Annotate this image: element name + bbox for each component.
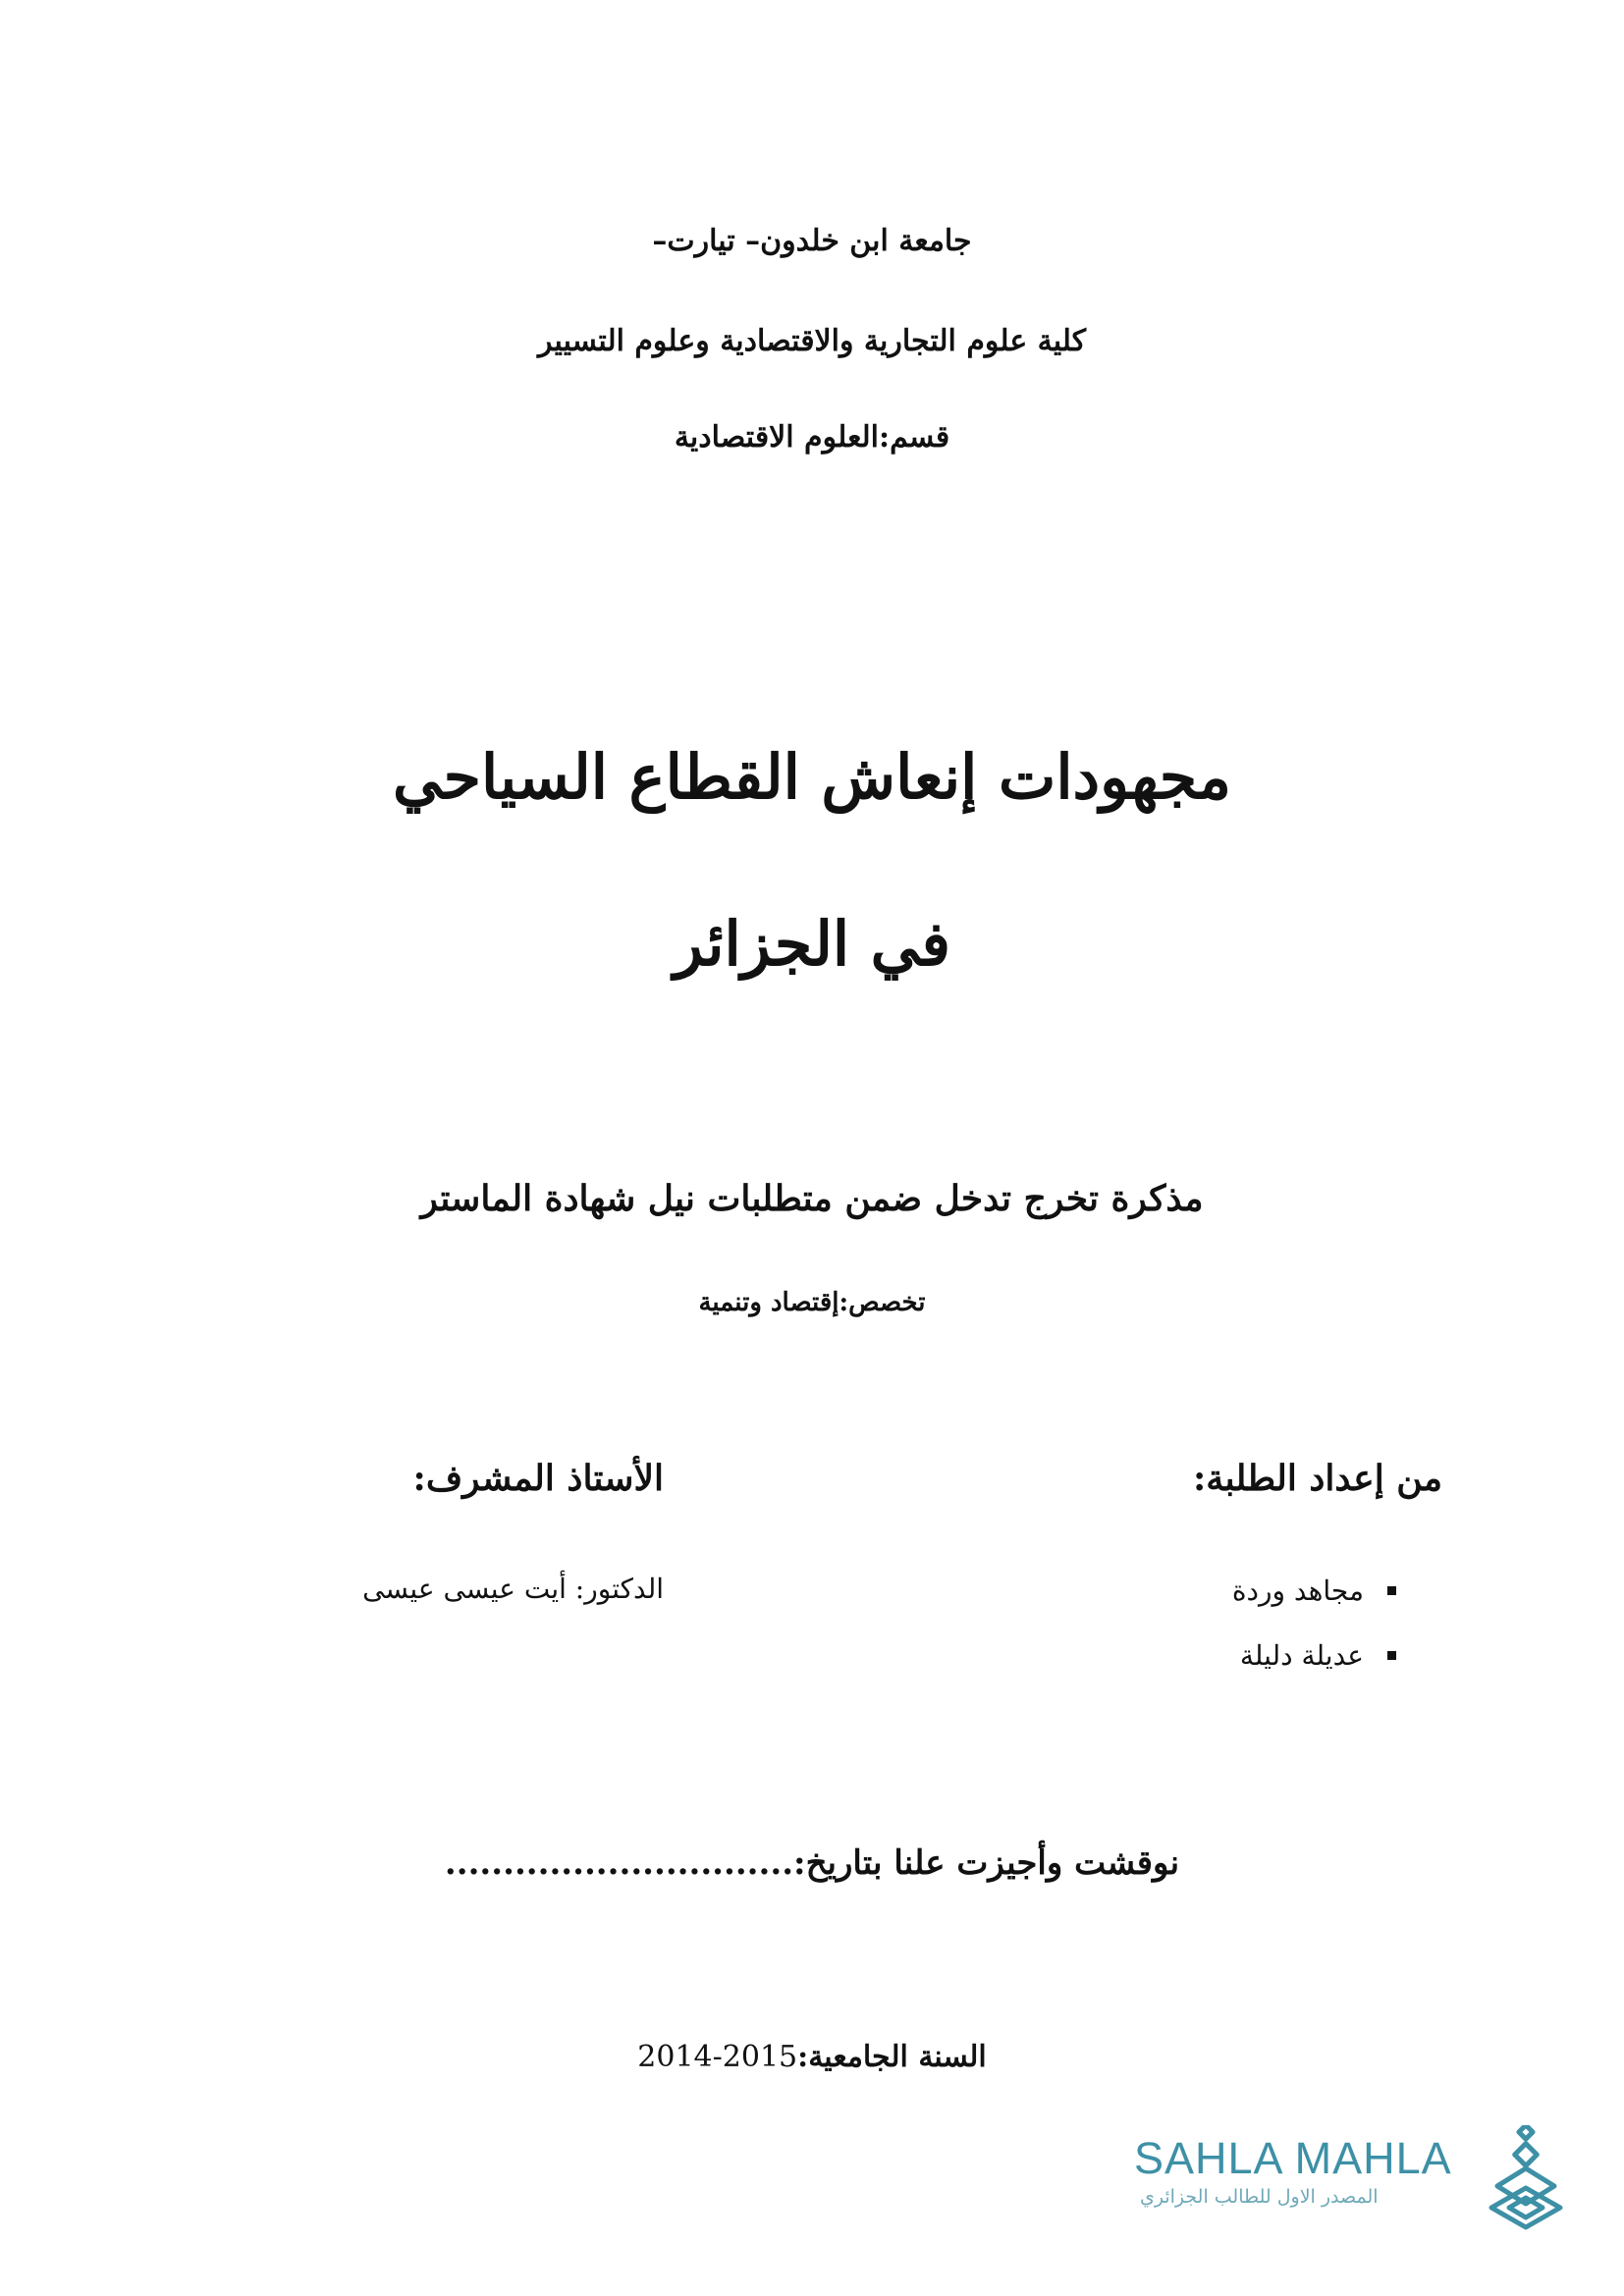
calligraphy-emblem-icon bbox=[1488, 2125, 1566, 2233]
academic-year-value: 2014-2015 bbox=[637, 2040, 798, 2074]
department-name: قسم:العلوم الاقتصادية bbox=[674, 420, 950, 454]
list-item bbox=[1232, 1635, 1396, 1675]
academic-year bbox=[0, 2040, 1624, 2074]
list-item bbox=[1232, 1571, 1396, 1610]
thesis-title-line1: مجهودات إنعاش القطاع السياحي bbox=[392, 741, 1231, 813]
supervisor-heading: الأستاذ المشرف: bbox=[412, 1458, 664, 1499]
student-name: مجاهد وردة bbox=[1231, 1574, 1364, 1607]
university-name: جامعة ابن خلدون– تيارت– bbox=[652, 224, 972, 258]
bullet-icon bbox=[1387, 1586, 1396, 1595]
logo-tagline: المصدر الاول للطالب الجزائري bbox=[1140, 2186, 1379, 2208]
students-heading: من إعداد الطلبة: bbox=[1192, 1458, 1442, 1499]
student-name: عديلة دليلة bbox=[1239, 1638, 1364, 1672]
logo-brand: SAHLA MAHLA bbox=[1134, 2133, 1452, 2183]
thesis-title-line2: في الجزائر bbox=[674, 908, 950, 980]
academic-year-label: السنة الجامعية: bbox=[797, 2040, 987, 2074]
defense-date: نوقشت وأجيزت علنا بتاريخ:.............................. bbox=[444, 1843, 1180, 1883]
students-list bbox=[1232, 1571, 1396, 1700]
site-logo bbox=[1134, 2125, 1566, 2233]
faculty-name: كلية علوم التجارية والاقتصادية وعلوم التسيير bbox=[537, 324, 1087, 358]
supervisor-name: الدكتور: أيت عيسى عيسى bbox=[362, 1573, 664, 1605]
specialization: تخصص:إقتصاد وتنمية bbox=[698, 1288, 926, 1317]
thesis-description: مذكرة تخرج تدخل ضمن متطلبات نيل شهادة الماستر bbox=[420, 1178, 1204, 1219]
bullet-icon bbox=[1387, 1651, 1396, 1660]
